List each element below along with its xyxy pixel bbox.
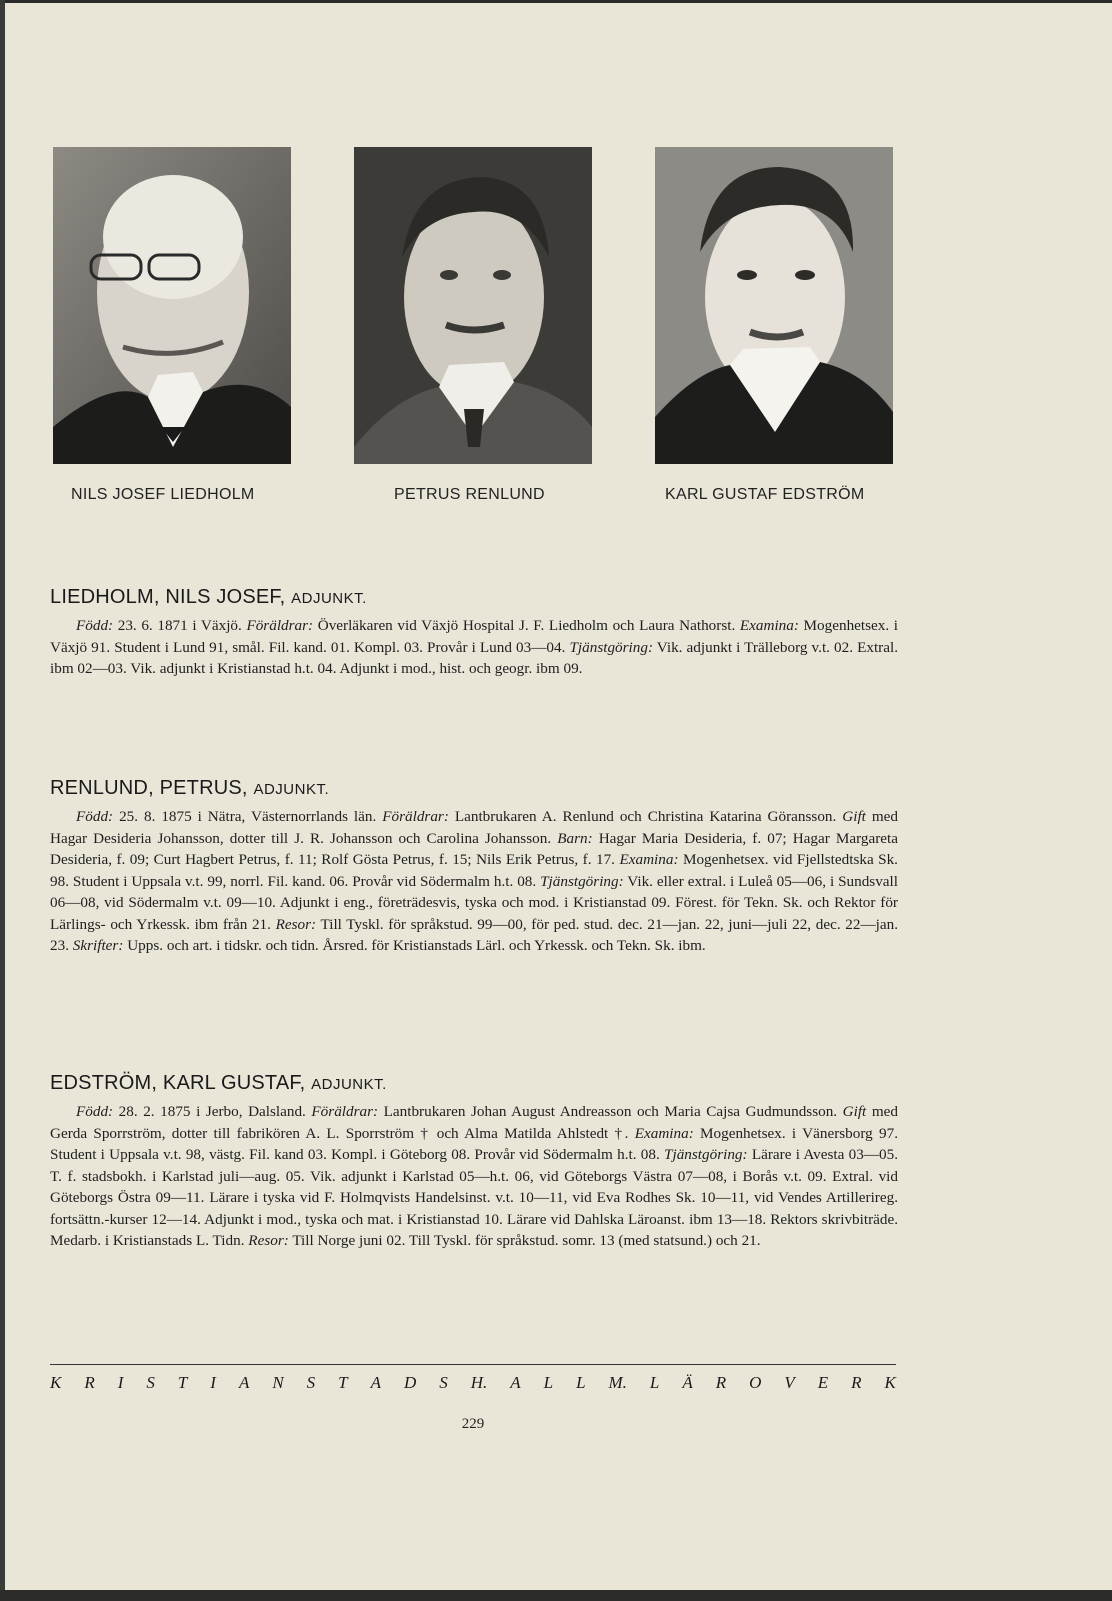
field-text: Mogenhetsex. i Växjö 91. Student i Lund 91, smål. Fil. kand. 01. Kompl. 03. Provår i Lund 03—04. xyxy=(50,617,898,656)
portrait-renlund xyxy=(354,147,592,464)
field-label: Tjänstgöring: xyxy=(540,872,624,890)
footer-letter: N xyxy=(272,1373,284,1392)
footer-letter: R xyxy=(84,1373,95,1392)
field-text: Vik. adjunkt i Trälleborg v.t. 02. Extral. ibm 02—03. Vik. adjunkt i Kristianstad h.t. 04. Adjunkt i mod., hist. och geogr. ibm 09. xyxy=(50,638,898,677)
footer-letter: L xyxy=(649,1373,660,1392)
footer-letter: T xyxy=(338,1373,348,1392)
field-text: Mogenhetsex. vid Fjellstedtska Sk. 98. Student i Uppsala v.t. 99, norrl. Fil. kand. 06. Provår vid Södermalm h.t. 08. xyxy=(50,851,898,890)
field-text: 25. 8. 1875 i Nätra, Västernorrlands län. xyxy=(113,808,383,825)
field-text: Vik. eller extral. i Luleå 05—06, i Sundsvall 06—08, vid Södermalm v.t. 09—10. Adjunkt i eng., företrädesvis, tyska och mod. i Kristianstad 09. Förest. för Tekn. Sk. och Rektor för Lärlings- och Yrkessk. ibm från 21. xyxy=(50,872,898,933)
footer-letter: S xyxy=(439,1373,448,1392)
footer-letter: S xyxy=(306,1373,316,1392)
field-label: Gift xyxy=(842,808,866,825)
portrait-liedholm xyxy=(53,147,291,464)
footer-letter: I xyxy=(210,1373,216,1392)
footer-letter: A xyxy=(510,1373,521,1392)
field-label: Examina: xyxy=(634,1124,694,1142)
page-edge-bottom xyxy=(0,1590,1112,1601)
footer-letter: L xyxy=(576,1373,586,1392)
page-edge-top xyxy=(0,0,1112,3)
field-label: Tjänstgöring: xyxy=(664,1146,748,1163)
entry-name: RENLUND, PETRUS, xyxy=(50,777,248,799)
footer-letter: A xyxy=(238,1373,250,1392)
entry-name: EDSTRÖM, KARL GUSTAF, xyxy=(50,1072,306,1094)
field-label: Resor: xyxy=(275,915,317,933)
entry-body xyxy=(50,806,898,957)
entry-renlund xyxy=(50,777,898,957)
entry-title: ADJUNKT. xyxy=(253,781,330,798)
footer-letter: Ä xyxy=(682,1373,693,1392)
entry-name: LIEDHOLM, NILS JOSEF, xyxy=(50,586,286,608)
entry-title: ADJUNKT. xyxy=(311,1076,387,1093)
field-text: Överläkaren vid Växjö Hospital J. F. Liedholm och Laura Nathorst. xyxy=(313,617,740,634)
portrait-caption: PETRUS RENLUND xyxy=(394,486,545,503)
footer-letter: R xyxy=(715,1373,727,1392)
field-text: Till Norge juni 02. Till Tyskl. för språkstud. somr. 13 (med statsund.) och 21. xyxy=(288,1232,761,1249)
entry-heading xyxy=(50,586,898,609)
footer-letter: M. xyxy=(608,1373,627,1392)
portrait-edstrom xyxy=(655,147,893,464)
footer-letter: E xyxy=(817,1373,829,1392)
footer-rule xyxy=(50,1364,896,1365)
footer-letter: H. xyxy=(470,1373,488,1392)
field-text: Mogenhetsex. i Vänersborg 97. Student i Uppsala v.t. 98, västg. Fil. kand 03. Kompl. i Göteborg 08. Provår vid Södermalm h.t. 08. xyxy=(50,1124,898,1163)
field-text: 28. 2. 1875 i Jerbo, Dalsland. xyxy=(113,1103,312,1120)
field-text: 23. 6. 1871 i Växjö. xyxy=(113,617,247,634)
portrait-caption: NILS JOSEF LIEDHOLM xyxy=(71,486,255,503)
portrait-caption: KARL GUSTAF EDSTRÖM xyxy=(665,486,865,503)
entry-heading xyxy=(50,1072,898,1095)
footer-letter: A xyxy=(370,1373,381,1392)
field-label: Skrifter: xyxy=(72,937,124,954)
field-text: Lantbrukaren Johan August Andreasson och Maria Cajsa Gudmundsson. xyxy=(378,1103,843,1120)
field-label: Barn: xyxy=(557,829,593,847)
footer-letter: K xyxy=(884,1373,896,1392)
field-text: Lärare i Avesta 03—05. T. f. stadsbokh. i Karlstad juli—aug. 05. Vik. adjunkt i Karlstad 05—h.t. 06, vid Göteborgs Västra 07—08, i Borås v.t. 09. Extral. vid Göteborgs Östra 09—11. Lärare i tyska vid F. Holmqvists Handelsinst. v.t. 10—11, vid Eva Rodhes Sk. 10—11, vid Vendes Artillerireg. fortsättn.-kurser 12—14. Adjunkt i mod., tyska och mat. i Kristianstad 10. Lärare vid Dahlska Läroanst. ibm 13—18. Rektors skrivbiträde. Medarb. i Kristianstads L. Tidn. xyxy=(50,1146,898,1249)
field-label: Född: xyxy=(76,617,114,634)
field-text: med Gerda Sporrström, dotter till fabrikören A. L. Sporrström † och Alma Matilda Ahlstedt †. xyxy=(50,1103,898,1142)
footer-letter: V xyxy=(784,1373,795,1392)
entry-title: ADJUNKT. xyxy=(291,590,367,607)
entry-liedholm xyxy=(50,586,898,680)
field-label: Tjänstgöring: xyxy=(569,638,654,656)
field-label: Examina: xyxy=(739,617,799,634)
field-text: Till Tyskl. för språkstud. 99—00, för ped. stud. dec. 21—jan. 22, juni—juli 22, dec. 22—jan. 23. xyxy=(50,915,898,954)
field-label: Föräldrar: xyxy=(246,617,314,634)
portrait-photo-liedholm xyxy=(53,147,291,464)
page-edge-left xyxy=(0,0,5,1601)
footer-letter: T xyxy=(177,1373,188,1392)
footer-letter: O xyxy=(749,1373,762,1392)
field-label: Född: xyxy=(76,808,114,825)
entry-body xyxy=(50,1101,898,1252)
field-label: Född: xyxy=(76,1103,114,1120)
field-text: Lantbrukaren A. Renlund och Christina Katarina Göransson. xyxy=(448,808,843,825)
field-label: Föräldrar: xyxy=(311,1103,379,1120)
running-footer xyxy=(50,1373,896,1393)
footer-letter: D xyxy=(403,1373,417,1392)
field-label: Resor: xyxy=(248,1232,289,1249)
field-text: Upps. och art. i tidskr. och tidn. Årsred. för Kristianstads Lärl. och Yrkessk. och Tekn. Sk. ibm. xyxy=(123,937,706,954)
portrait-photo-edstrom xyxy=(655,147,893,464)
field-text: med Hagar Desideria Johansson, dotter till J. R. Johansson och Carolina Johansson. xyxy=(50,808,898,847)
footer-letter: S xyxy=(146,1373,155,1392)
page-number: 229 xyxy=(461,1416,485,1432)
entry-body xyxy=(50,615,898,680)
footer-letter: R xyxy=(851,1373,862,1392)
field-label: Gift xyxy=(842,1103,867,1120)
entry-edstrom xyxy=(50,1072,898,1252)
entry-heading xyxy=(50,777,898,800)
footer-letter: L xyxy=(543,1373,554,1392)
field-label: Föräldrar: xyxy=(382,808,449,825)
footer-letter: K xyxy=(50,1373,62,1392)
portrait-photo-renlund xyxy=(354,147,592,464)
field-label: Examina: xyxy=(619,851,679,868)
footer-letter: I xyxy=(117,1373,124,1392)
field-text: Hagar Maria Desideria, f. 07; Hagar Margareta Desideria, f. 09; Curt Hagbert Petrus, f. 11; Rolf Gösta Petrus, f. 15; Nils Erik Petrus, f. 17. xyxy=(50,829,899,868)
